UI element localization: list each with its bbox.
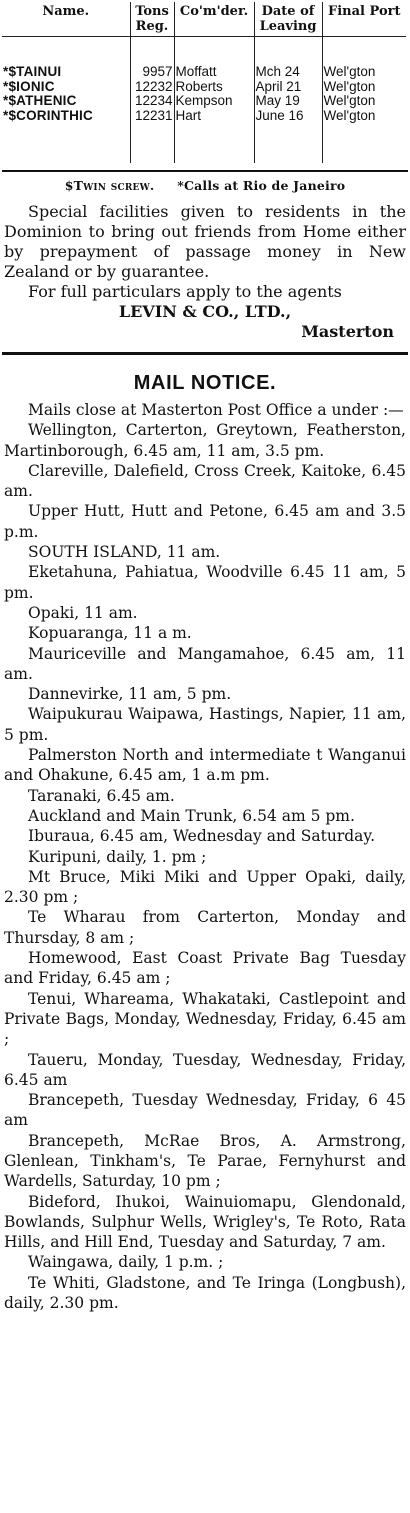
ship-date: Mch 24 — [254, 65, 322, 80]
ship-name: *$ATHENIC — [3, 94, 77, 108]
ship-tons: 9957 — [130, 65, 174, 80]
mail-item: Upper Hutt, Hutt and Petone, 6.45 am and 3.5 p.m. — [4, 502, 406, 541]
ship-tons: 12231 — [130, 109, 174, 124]
ship-port: Wel'gton — [322, 109, 406, 124]
ship-name: *$CORINTHIC — [3, 108, 93, 123]
mail-item: Wellington, Carterton, Greytown, Featherston, Martinborough, 6.45 am, 11 am, 3.5 pm. — [4, 421, 406, 460]
mail-item: Taueru, Monday, Tuesday, Wednesday, Friday, 6.45 am — [4, 1050, 406, 1089]
ship-port: Wel'gton — [322, 94, 406, 109]
shipping-header-row — [2, 2, 406, 37]
agent-place: Masterton — [301, 322, 394, 341]
ship-commander: Roberts — [174, 80, 254, 95]
mail-item: Brancepeth, McRae Bros, A. Armstrong, Glenlean, Tinkham's, Te Parae, Fernyhurst and Wardells, Saturday, 10 pm ; — [4, 1131, 406, 1191]
ship-port: Wel'gton — [322, 65, 406, 80]
mail-item: Eketahuna, Pahiatua, Woodville 6.45 11 am, 5 pm. — [4, 563, 406, 602]
mail-item: Palmerston North and intermediate t Wanganui and Ohakune, 6.45 am, 1 a.m pm. — [4, 746, 406, 785]
mail-item: Mauriceville and Mangamahoe, 6.45 am, 11 am. — [4, 644, 406, 683]
mail-item: Te Whiti, Gladstone, and Te Iringa (Longbush), daily, 2.30 pm. — [4, 1273, 406, 1313]
mail-item: SOUTH ISLAND, 11 am. — [28, 543, 221, 562]
mail-item: Homewood, East Coast Private Bag Tuesday and Friday, 6.45 am ; — [4, 949, 406, 988]
ship-row — [2, 94, 406, 109]
mail-item: Iburaua, 6.45 am, Wednesday and Saturday. — [28, 827, 376, 846]
mail-notice-body — [4, 400, 406, 1313]
ship-date: June 16 — [254, 109, 322, 124]
advert-apply: For full particulars apply to the agents — [28, 282, 342, 301]
agent-name: LEVIN & CO., LTD., — [118, 302, 292, 321]
ship-tons: 12234 — [130, 94, 174, 109]
mail-item: Taranaki, 6.45 am. — [28, 786, 175, 805]
mail-item: Opaki, 11 am. — [28, 603, 138, 622]
mail-item: Waingawa, daily, 1 p.m. ; — [28, 1253, 224, 1272]
header-tons: Tons Reg. — [130, 2, 174, 37]
header-name: Name. — [2, 2, 130, 37]
mail-item: Tenui, Whareama, Whakataki, Castlepoint and Private Bags, Monday, Wednesday, Friday, 6.45 am ; — [4, 989, 406, 1049]
section-rule — [2, 352, 408, 355]
mail-item: Brancepeth, Tuesday Wednesday, Friday, 6 45 am — [4, 1091, 406, 1130]
passage-advert — [4, 202, 406, 342]
advert-body: Special facilities given to residents in the Dominion to bring out friends from Home either by prepayment of passage money in New Zealand or by guarantee. — [4, 202, 406, 281]
mail-intro: Mails close at Masterton Post Office a under :— — [28, 401, 404, 419]
ship-date: May 19 — [254, 94, 322, 109]
ship-commander: Kempson — [174, 94, 254, 109]
ship-tons: 12232 — [130, 80, 174, 95]
twin-screw-note: $Twin screw. — [64, 178, 155, 193]
ship-row — [2, 80, 406, 95]
ship-port: Wel'gton — [322, 80, 406, 95]
mail-item: Auckland and Main Trunk, 6.54 am 5 pm. — [28, 806, 355, 825]
ship-row — [2, 65, 406, 80]
mail-item: Bideford, Ihukoi, Wainuiomapu, Glendonald, Bowlands, Sulphur Wells, Wrigley's, Te Roto, Rata Hills, and Hill End, Tuesday and Saturday, 7 am. — [4, 1192, 406, 1252]
ship-date: April 21 — [254, 80, 322, 95]
rio-note: *Calls at Rio de Janeiro — [177, 178, 346, 193]
header-date: Date of Leaving — [254, 2, 322, 37]
mail-item: Kopuaranga, 11 a m. — [28, 624, 192, 643]
shipping-table — [2, 2, 406, 163]
mail-item: Dannevirke, 11 am, 5 pm. — [28, 685, 232, 704]
ship-commander: Moffatt — [174, 65, 254, 80]
header-commander: Co'm'der. — [174, 2, 254, 37]
mail-item: Mt Bruce, Miki Miki and Upper Opaki, daily, 2.30 pm ; — [4, 867, 406, 907]
table-bottom-rule — [2, 170, 408, 172]
mail-item: Clareville, Dalefield, Cross Creek, Kaitoke, 6.45 am. — [4, 461, 406, 501]
mail-item: Te Wharau from Carterton, Monday and Thursday, 8 am ; — [4, 908, 406, 947]
mail-item: Kuripuni, daily, 1. pm ; — [28, 847, 207, 866]
ship-name: *$IONIC — [3, 79, 55, 94]
shipping-footnote — [0, 178, 410, 193]
ship-commander: Hart — [174, 109, 254, 124]
ship-row — [2, 109, 406, 124]
mail-notice-title: MAIL NOTICE. — [133, 372, 277, 394]
ship-name: *$TAINUI — [3, 65, 62, 79]
header-port: Final Port — [322, 2, 406, 37]
mail-item: Waipukurau Waipawa, Hastings, Napier, 11 am, 5 pm. — [4, 705, 406, 744]
